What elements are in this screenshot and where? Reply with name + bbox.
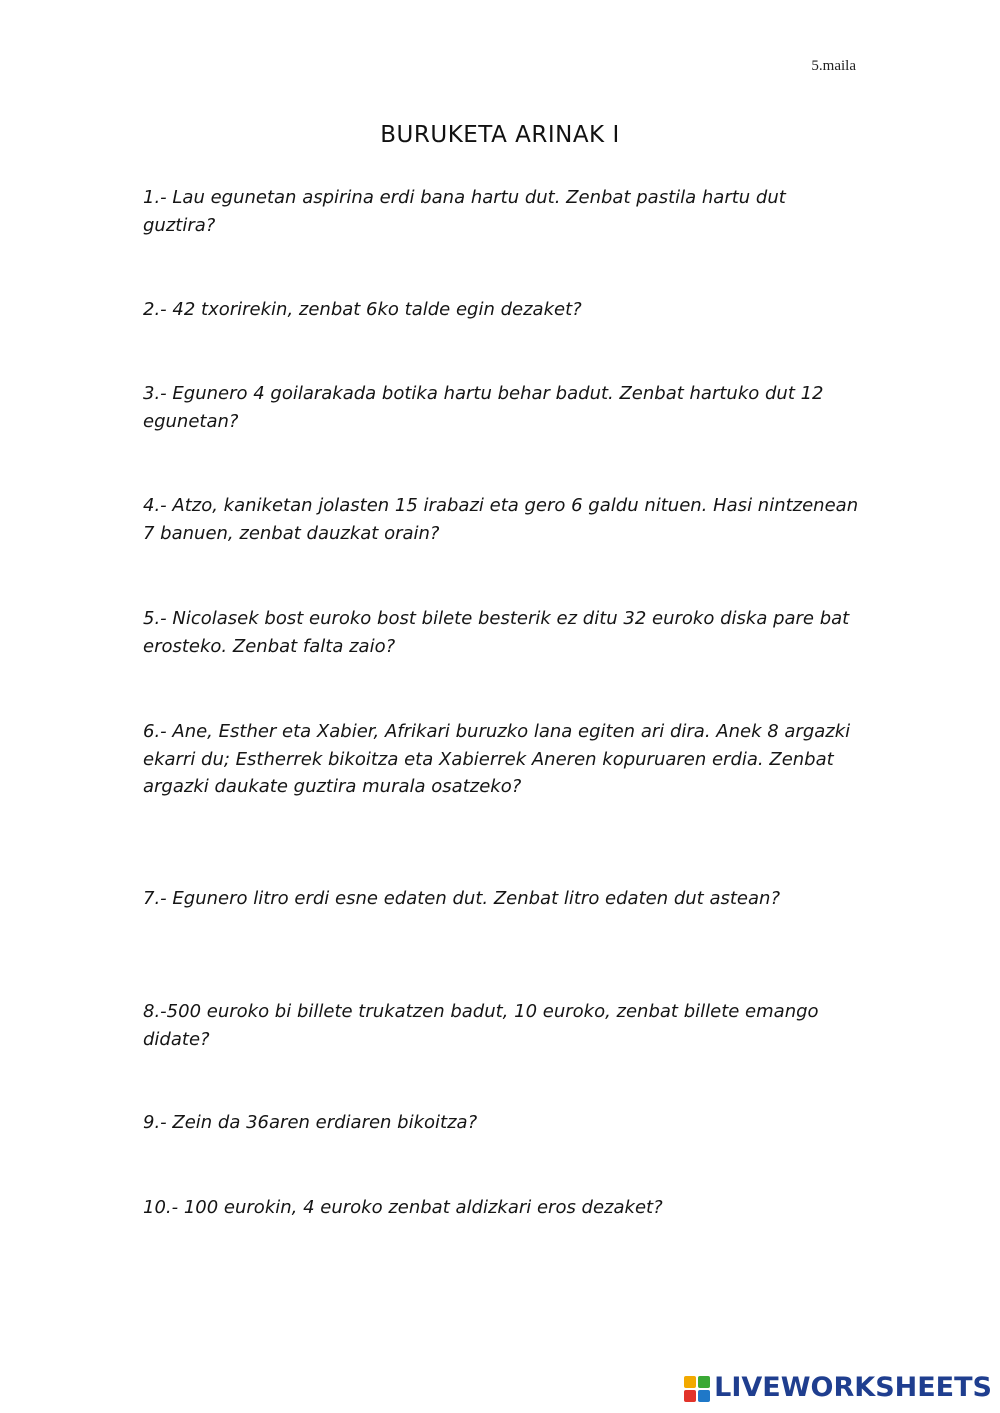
question-9: 9.- Zein da 36aren erdiaren bikoitza? bbox=[143, 1112, 478, 1133]
question-1: 1.- Lau egunetan aspirina erdi bana hartu dut. Zenbat pastila hartu dut guztira? bbox=[143, 187, 786, 236]
question-5: 5.- Nicolasek bost euroko bost bilete besterik ez ditu 32 euroko diska pare bat erosteko. Zenbat falta zaio? bbox=[143, 608, 850, 657]
question-8: 8.-500 euroko bi billete trukatzen badut, 10 euroko, zenbat billete emango didate? bbox=[143, 1001, 819, 1050]
brand-name: LIVEWORKSHEETS bbox=[714, 1372, 992, 1403]
question-4: 4.- Atzo, kaniketan jolasten 15 irabazi eta gero 6 galdu nituen. Hasi nintzenean 7 banuen, zenbat dauzkat orain? bbox=[143, 495, 859, 544]
logo-square-2 bbox=[698, 1376, 710, 1388]
question-2: 2.- 42 txorirekin, zenbat 6ko talde egin dezaket? bbox=[143, 299, 582, 320]
liveworksheets-logo-icon bbox=[684, 1376, 710, 1402]
grade-label: 5.maila bbox=[811, 58, 856, 74]
question-7: 7.- Egunero litro erdi esne edaten dut. Zenbat litro edaten dut astean? bbox=[143, 888, 780, 909]
question-3: 3.- Egunero 4 goilarakada botika hartu behar badut. Zenbat hartuko dut 12 egunetan? bbox=[143, 383, 824, 432]
liveworksheets-watermark bbox=[684, 1371, 992, 1405]
question-10: 10.- 100 eurokin, 4 euroko zenbat aldizkari eros dezaket? bbox=[143, 1197, 663, 1218]
worksheet-title: BURUKETA ARINAK I bbox=[380, 122, 620, 148]
logo-square-3 bbox=[684, 1390, 696, 1402]
logo-square-1 bbox=[684, 1376, 696, 1388]
logo-square-4 bbox=[698, 1390, 710, 1402]
question-6: 6.- Ane, Esther eta Xabier, Afrikari buruzko lana egiten ari dira. Anek 8 argazki ekarri du; Estherrek bikoitza eta Xabierrek Aneren kopuruaren erdia. Zenbat argazki daukate guztira murala osatzeko? bbox=[143, 721, 851, 797]
